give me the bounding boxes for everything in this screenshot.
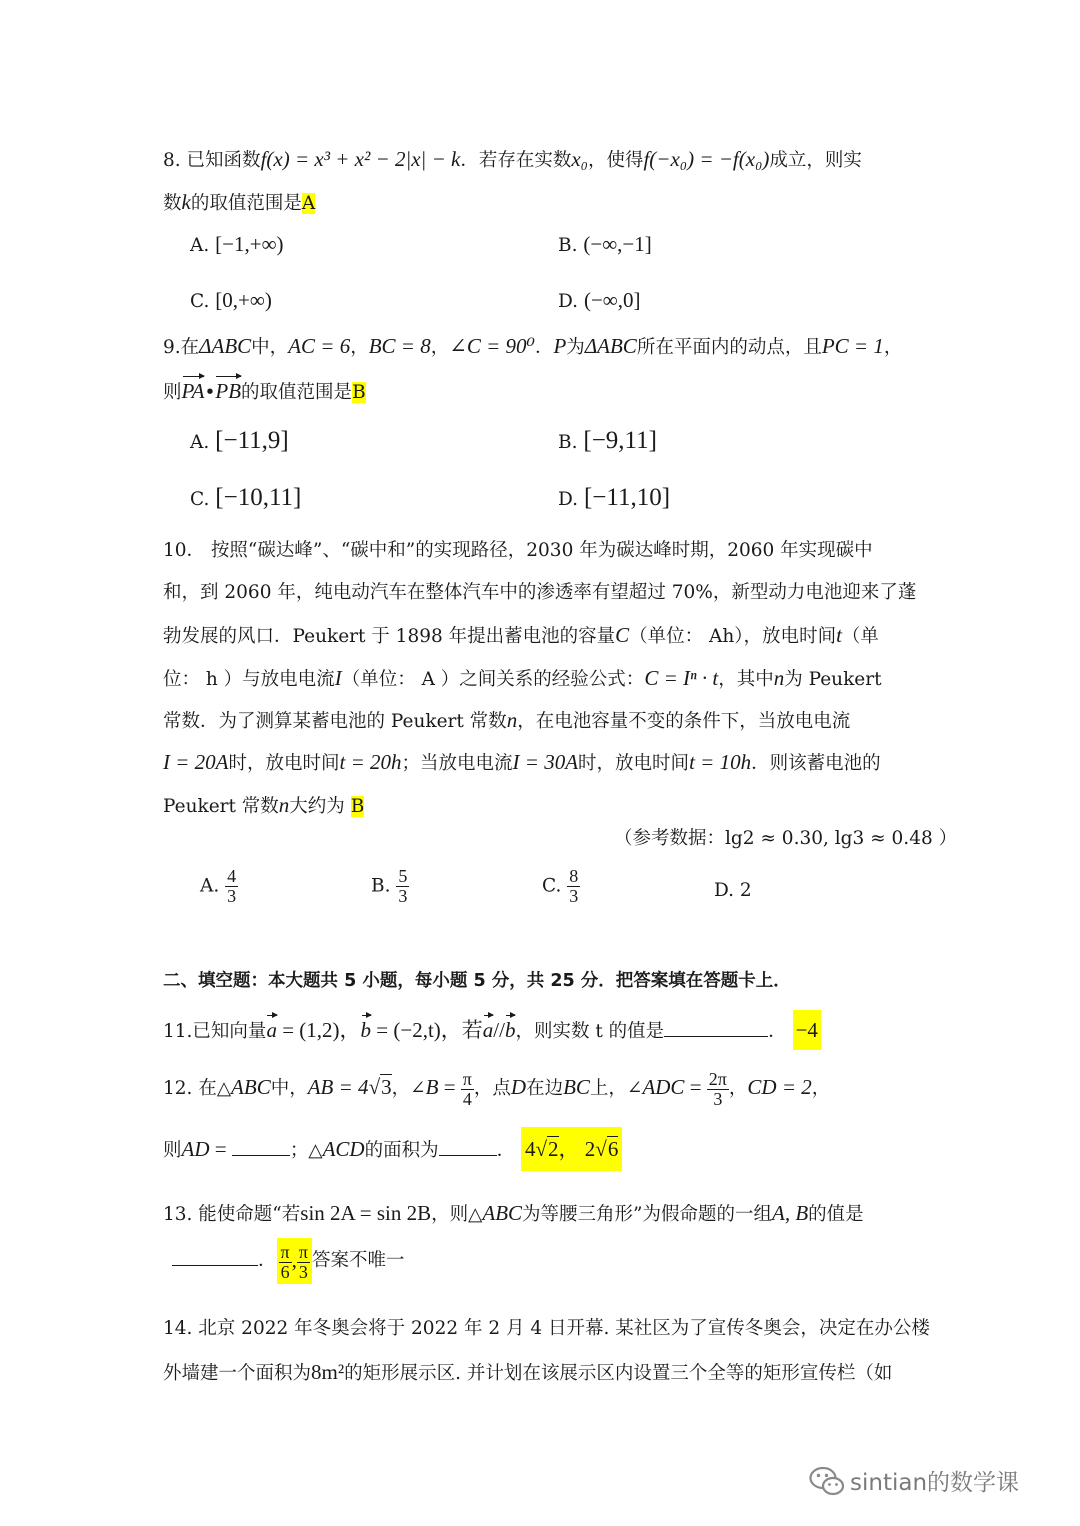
vector-pb: PB: [215, 379, 242, 403]
q13-answer-blank: [172, 1265, 258, 1266]
q10-option-a: A. $\frac{4}{3}$: [200, 866, 237, 906]
q8-option-c: C. [0,+∞): [190, 288, 272, 312]
wechat-icon: [808, 1465, 846, 1499]
q8-answer: A: [301, 193, 316, 214]
q14-line1: 14. 北京 2022 年冬奥会将于 2022 年 2 月 4 日开幕. 某社区为了宣传冬奥会，决定在办公楼: [163, 1318, 930, 1339]
section-2-title: 二、填空题：本大题共 5 小题，每小题 5 分，共 25 分．把答案填在答题卡上．: [163, 971, 791, 991]
q10-answer: B: [350, 796, 365, 817]
q13-answer: $\frac{\pi}{6}$ , $\frac{\pi}{3}$: [277, 1238, 312, 1284]
q8-option-d: D. (−∞,0]: [558, 288, 641, 312]
q13-note: 答案不唯一: [311, 1250, 405, 1271]
q10-line6: I = 20A时，放电时间t = 20h；当放电电流I = 30A时，放电时间t = 10h．则该蓄电池的: [163, 750, 881, 774]
q14-line2: 外墙建一个面积为8m²的矩形展示区. 并计划在该展示区内设置三个全等的矩形宣传栏（如: [163, 1360, 893, 1384]
q11-answer: −4: [793, 1010, 821, 1050]
q13-line1: 13. 能使命题“若sin 2A = sin 2B，则△ABC为等腰三角形”为假命题的一组A, B的值是: [163, 1201, 864, 1225]
watermark-text: sintian的数学课: [850, 1470, 1020, 1496]
q12-line2: 则AD = ；△ACD的面积为 ． 4√2， 2√6: [163, 1136, 622, 1164]
q9-option-b: B. [−9,11]: [558, 427, 657, 454]
q11-line1: 11.已知向量a = (1,2)，b = (−2,t)，若a//b，则实数 t 的值是 ． −4: [163, 1017, 821, 1045]
q12-answer: 4√2， 2√6: [521, 1127, 622, 1171]
q9-answer: B: [352, 382, 366, 403]
q8-option-b: B. (−∞,−1]: [558, 232, 652, 256]
q8-line2: 数k的取值范围是A: [163, 190, 316, 214]
q10-line5: 常数．为了测算某蓄电池的 Peukert 常数n，在电池容量不变的条件下，当放电电流: [163, 708, 851, 732]
q13-line2: ． $\frac{\pi}{6}$ , $\frac{\pi}{3}$ 答案不唯一: [172, 1238, 404, 1284]
q9-option-d: D. [−11,10]: [558, 484, 671, 511]
q10-line4: 位： h ）与放电电流I（单位： A ）之间关系的经验公式：C = Iⁿ · t，其中n为 Peukert: [163, 666, 882, 690]
q10-line7: Peukert 常数n大约为 B: [163, 793, 365, 817]
vector-a: a: [266, 1018, 277, 1042]
vector-b: b: [360, 1018, 372, 1042]
q10-option-d: D. 2: [714, 880, 752, 901]
q10-reference-data: （参考数据：lg2 ≈ 0.30, lg3 ≈ 0.48 ）: [614, 828, 958, 849]
q8-condition: f(−x₀) = −f(x₀): [643, 147, 770, 171]
q10-option-b: B. $\frac{5}{3}$: [371, 866, 408, 906]
q10-option-c: C. $\frac{8}{3}$: [542, 866, 579, 906]
q9-option-c: C. [−10,11]: [190, 484, 302, 511]
peukert-formula: C = Iⁿ · t: [644, 666, 719, 690]
q8-function: f(x) = x³ + x² − 2|x| − k: [260, 147, 461, 171]
q12-line1: 12. 在△ABC中，AB = 4√3，∠B = $\frac{\pi}{4}$ ，点D在边BC上，∠ADC = $\frac{2\pi}{3}$ ，CD = 2，: [163, 1068, 831, 1109]
q9-line1: 9.在ΔABC中，AC = 6，BC = 8，∠C = 90⁰．P为ΔABC所在平面内的动点，且PC = 1，: [163, 334, 903, 358]
q9-line2: 则PA•PB的取值范围是B: [163, 379, 366, 403]
q8-option-a: A. [−1,+∞): [190, 232, 284, 256]
q10-line1: 10． 按照“碳达峰”、“碳中和”的实现路径，2030 年为碳达峰时期，2060 年实现碳中: [163, 540, 873, 561]
q8-line1: 8. 已知函数f(x) = x³ + x² − 2|x| − k．若存在实数x₀，使得f(−x₀) = −f(x₀)成立，则实: [163, 147, 862, 171]
vector-pa: PA: [181, 379, 205, 403]
watermark: [808, 1462, 1058, 1502]
q11-answer-blank: [664, 1036, 768, 1037]
q12-blank-area: [439, 1155, 497, 1156]
q12-blank-ad: [232, 1155, 290, 1156]
q9-option-a: A. [−11,9]: [190, 427, 289, 454]
q10-line3: 勃发展的风口．Peukert 于 1898 年提出蓄电池的容量C（单位： Ah），放电时间t（单: [163, 623, 879, 647]
q10-line2: 和，到 2060 年，纯电动汽车在整体汽车中的渗透率有望超过 70%，新型动力电池迎来了蓬: [163, 582, 917, 603]
